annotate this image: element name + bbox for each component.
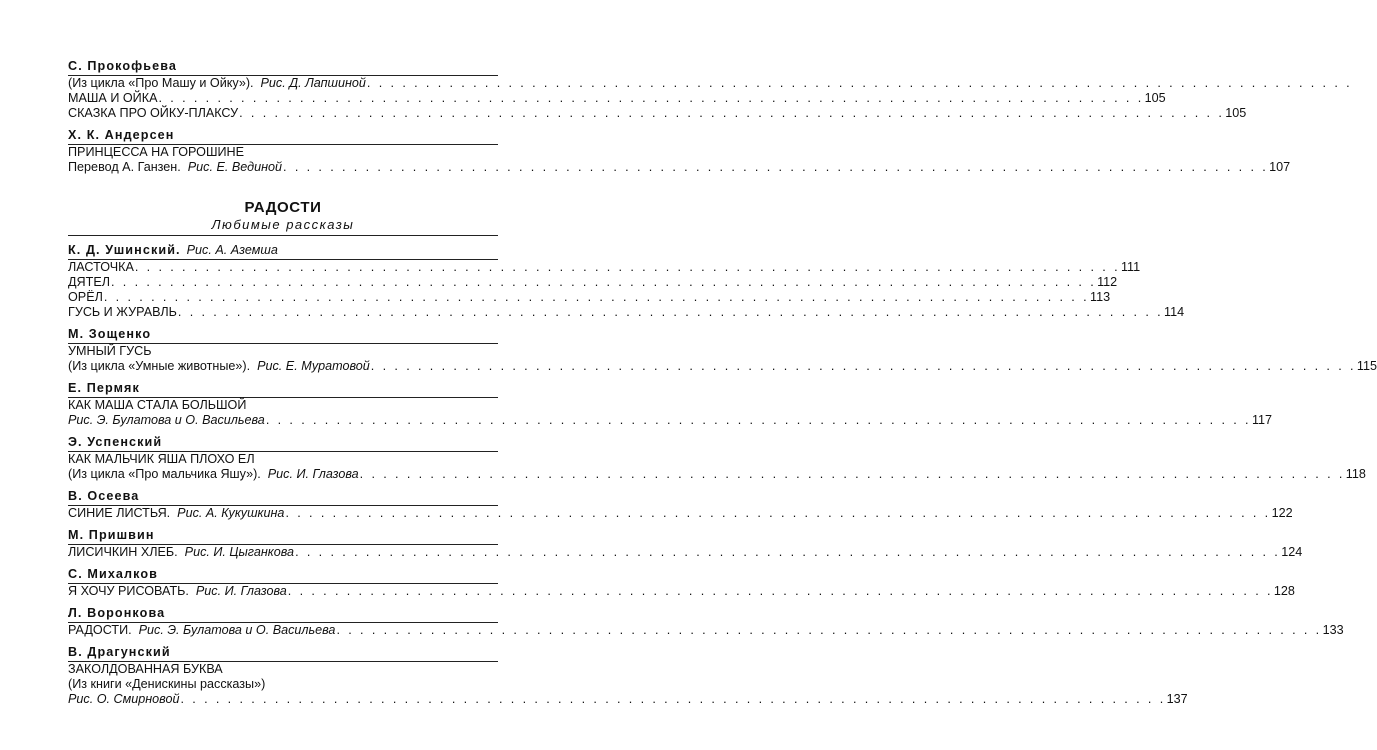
author-name — [68, 326, 498, 342]
illustrator-credit: Рис. Д. Лапшиной — [260, 76, 366, 90]
work-title-text: ГУСЬ И ЖУРАВЛЬ — [68, 305, 177, 319]
author-name — [68, 488, 498, 504]
author-name — [68, 242, 498, 258]
work-title: (Из книги «Денискины рассказы») — [68, 677, 266, 691]
author-text: Э. Успенский — [68, 435, 163, 449]
page-number: 117 — [1251, 413, 1273, 427]
illustrator-credit: Рис. И. Глазова — [195, 584, 287, 598]
author-text: В. Драгунский — [68, 645, 171, 659]
dot-leader: . . . . . . . . . . . . . . . . . . . . . . . . . . . . . . . . . . . . . . . . . . . . . . . . . . . . . . . . . . . . . . . . . . . . . . . . . . . . . . . . . . . . — [265, 413, 1251, 427]
toc-entry — [68, 488, 1293, 521]
dot-leader: . . . . . . . . . . . . . . . . . . . . . . . . . . . . . . . . . . . . . . . . . . . . . . . . . . . . . . . . . . . . . . . . . . . . . . . . . . . . . . . . . . . . — [110, 275, 1097, 289]
toc-entry — [68, 127, 1291, 175]
illustrator-credit: Рис. И. Глазова — [267, 467, 359, 481]
dot-leader: . . . . . . . . . . . . . . . . . . . . . . . . . . . . . . . . . . . . . . . . . . . . . . . . . . . . . . . . . . . . . . . . . . . . . . . . . . . . . . . . . . . . — [103, 290, 1089, 304]
work-title-text: Перевод А. Ганзен. — [68, 160, 181, 174]
toc-entry — [68, 644, 1188, 707]
author-name — [68, 566, 498, 582]
work-title — [68, 76, 366, 91]
work-title — [68, 467, 359, 482]
author-text: М. Зощенко — [68, 327, 152, 341]
work-title-text: ЛАСТОЧКА — [68, 260, 134, 274]
work-title-text: (Из цикла «Про Машу и Ойку»). — [68, 76, 254, 90]
contents-page — [68, 52, 1377, 707]
work-title — [68, 584, 287, 599]
dot-leader: . . . . . . . . . . . . . . . . . . . . . . . . . . . . . . . . . . . . . . . . . . . . . . . . . . . . . . . . . . . . . . . . . . . . . . . . . . . . . . . . . . . . — [134, 260, 1120, 274]
work-title-text: Я ХОЧУ РИСОВАТЬ. — [68, 584, 189, 598]
dot-leader: . . . . . . . . . . . . . . . . . . . . . . . . . . . . . . . . . . . . . . . . . . . . . . . . . . . . . . . . . . . . . . . . . . . . . . . . . . . . . . . . . . . . — [359, 467, 1345, 481]
page-number: 105 — [1225, 106, 1247, 120]
author-name — [68, 644, 498, 660]
toc-line — [68, 275, 1118, 290]
section-subtitle: Любимые рассказы — [211, 217, 355, 232]
work-title — [68, 506, 284, 521]
page-number: 133 — [1322, 623, 1344, 637]
toc-line — [68, 359, 1377, 374]
toc-line — [68, 692, 1188, 707]
toc-entry — [68, 566, 1295, 599]
work-title — [68, 275, 110, 290]
toc-line — [68, 305, 1185, 320]
work-title — [68, 91, 157, 106]
toc-line — [68, 260, 1141, 275]
dot-leader: . . . . . . . . . . . . . . . . . . . . . . . . . . . . . . . . . . . . . . . . . . . . . . . . . . . . . . . . . . . . . . . . . . . . . . . . . . . . . . . . . . . . — [366, 76, 1353, 90]
contents-top-block — [68, 58, 1353, 175]
author-text: В. Осеева — [68, 489, 140, 503]
toc-entry — [68, 605, 1344, 638]
work-title-text: СКАЗКА ПРО ОЙКУ-ПЛАКСУ — [68, 106, 239, 120]
page-number: 105 — [1144, 91, 1166, 105]
dot-leader: . . . . . . . . . . . . . . . . . . . . . . . . . . . . . . . . . . . . . . . . . . . . . . . . . . . . . . . . . . . . . . . . . . . . . . . . . . . . . . . . . . . . — [177, 305, 1164, 319]
author-illustrator-credit: Рис. А. Аземша — [186, 243, 278, 257]
toc-line — [68, 623, 1344, 638]
toc-line — [68, 160, 1291, 175]
page-number: 122 — [1271, 506, 1293, 520]
dot-leader: . . . . . . . . . . . . . . . . . . . . . . . . . . . . . . . . . . . . . . . . . . . . . . . . . . . . . . . . . . . . . . . . . . . . . . . . . . . . . . . . . . . . — [283, 160, 1269, 174]
toc-entry — [68, 527, 1303, 560]
page-number: 107 — [1269, 160, 1291, 174]
author-name — [68, 127, 498, 143]
page-number: 118 — [1345, 467, 1366, 481]
dot-leader: . . . . . . . . . . . . . . . . . . . . . . . . . . . . . . . . . . . . . . . . . . . . . . . . . . . . . . . . . . . . . . . . . . . . . . . . . . . . . . . . . . . . — [336, 623, 1322, 637]
page-number: 111 — [1120, 260, 1141, 274]
author-text: С. Прокофьева — [68, 59, 178, 73]
toc-line — [68, 467, 1366, 482]
section-rule — [68, 235, 498, 236]
toc-entry — [68, 326, 1377, 374]
author-text: К. Д. Ушинский. — [68, 243, 181, 257]
contents-entries-block — [68, 242, 1377, 707]
page-number: 128 — [1273, 584, 1295, 598]
dot-leader: . . . . . . . . . . . . . . . . . . . . . . . . . . . . . . . . . . . . . . . . . . . . . . . . . . . . . . . . . . . . . . . . . . . . . . . . . . . . . . . . . . . . — [180, 692, 1166, 706]
toc-entry — [68, 58, 1353, 121]
work-title-text: ОРЁЛ — [68, 290, 103, 304]
work-title — [68, 413, 265, 428]
work-title-text: ЛИСИЧКИН ХЛЕБ. — [68, 545, 178, 559]
dot-leader: . . . . . . . . . . . . . . . . . . . . . . . . . . . . . . . . . . . . . . . . . . . . . . . . . . . . . . . . . . . . . . . . . . . . . . . . . . . . . . . . . . . . — [239, 106, 1225, 120]
toc-line — [68, 413, 1273, 428]
dot-leader: . . . . . . . . . . . . . . . . . . . . . . . . . . . . . . . . . . . . . . . . . . . . . . . . . . . . . . . . . . . . . . . . . . . . . . . . . . . . . . . . . . . . — [295, 545, 1281, 559]
illustrator-credit: Рис. Е. Муратовой — [257, 359, 370, 373]
author-text: С. Михалков — [68, 567, 159, 581]
work-title-text: ДЯТЕЛ — [68, 275, 110, 289]
toc-line — [68, 506, 1293, 521]
author-text: Л. Воронкова — [68, 606, 166, 620]
toc-entry — [68, 380, 1273, 428]
author-name — [68, 527, 498, 543]
work-title: КАК МАША СТАЛА БОЛЬШОЙ — [68, 398, 247, 412]
author-name — [68, 605, 498, 621]
author-text: Х. К. Андерсен — [68, 128, 175, 142]
toc-line — [68, 290, 1111, 305]
work-title — [68, 305, 177, 320]
page-number: 113 — [1090, 290, 1111, 304]
work-title — [68, 106, 238, 121]
work-title-text: (Из цикла «Про мальчика Яшу»). — [68, 467, 261, 481]
page-number: 137 — [1166, 692, 1188, 706]
work-title: ЗАКОЛДОВАННАЯ БУКВА — [68, 662, 223, 676]
section-title: РАДОСТИ — [244, 199, 322, 216]
illustrator-credit: Рис. Э. Булатова и О. Васильева — [68, 413, 265, 427]
work-title: КАК МАЛЬЧИК ЯША ПЛОХО ЕЛ — [68, 452, 255, 466]
work-title — [68, 692, 179, 707]
work-title: УМНЫЙ ГУСЬ — [68, 344, 152, 358]
page-number: 112 — [1097, 275, 1118, 289]
dot-leader: . . . . . . . . . . . . . . . . . . . . . . . . . . . . . . . . . . . . . . . . . . . . . . . . . . . . . . . . . . . . . . . . . . . . . . . . . . . . . . . . . . . . — [158, 91, 1144, 105]
work-title — [68, 160, 282, 175]
toc-line — [68, 584, 1295, 599]
toc-line — [68, 545, 1303, 560]
illustrator-credit: Рис. Э. Булатова и О. Васильева — [138, 623, 336, 637]
work-title-text: РАДОСТИ. — [68, 623, 132, 637]
work-title — [68, 260, 134, 275]
illustrator-credit: Рис. А. Кукушкина — [177, 506, 285, 520]
work-title — [68, 359, 370, 374]
page-number: 114 — [1164, 305, 1185, 319]
author-name — [68, 380, 498, 396]
author-text: М. Пришвин — [68, 528, 155, 542]
work-title — [68, 545, 294, 560]
work-title: ПРИНЦЕССА НА ГОРОШИНЕ — [68, 145, 245, 159]
toc-entry — [68, 242, 1185, 320]
author-name — [68, 434, 498, 450]
dot-leader: . . . . . . . . . . . . . . . . . . . . . . . . . . . . . . . . . . . . . . . . . . . . . . . . . . . . . . . . . . . . . . . . . . . . . . . . . . . . . . . . . . . . — [370, 359, 1356, 373]
toc-line — [68, 106, 1247, 121]
page-number: 124 — [1281, 545, 1303, 559]
dot-leader: . . . . . . . . . . . . . . . . . . . . . . . . . . . . . . . . . . . . . . . . . . . . . . . . . . . . . . . . . . . . . . . . . . . . . . . . . . . . . . . . . . . . — [287, 584, 1273, 598]
work-title — [68, 623, 335, 638]
illustrator-credit: Рис. И. Цыганкова — [184, 545, 295, 559]
work-title-text: СИНИЕ ЛИСТЬЯ. — [68, 506, 171, 520]
illustrator-credit: Рис. О. Смирновой — [68, 692, 180, 706]
toc-line — [68, 91, 1166, 106]
work-title-text: МАША И ОЙКА — [68, 91, 158, 105]
work-title-text: (Из цикла «Умные животные»). — [68, 359, 251, 373]
work-title — [68, 290, 103, 305]
page-number: 115 — [1356, 359, 1377, 373]
author-text: Е. Пермяк — [68, 381, 140, 395]
author-name — [68, 58, 498, 74]
dot-leader: . . . . . . . . . . . . . . . . . . . . . . . . . . . . . . . . . . . . . . . . . . . . . . . . . . . . . . . . . . . . . . . . . . . . . . . . . . . . . . . . . . . . — [285, 506, 1271, 520]
toc-entry — [68, 434, 1366, 482]
illustrator-credit: Рис. Е. Вединой — [187, 160, 283, 174]
toc-line — [68, 76, 1353, 91]
